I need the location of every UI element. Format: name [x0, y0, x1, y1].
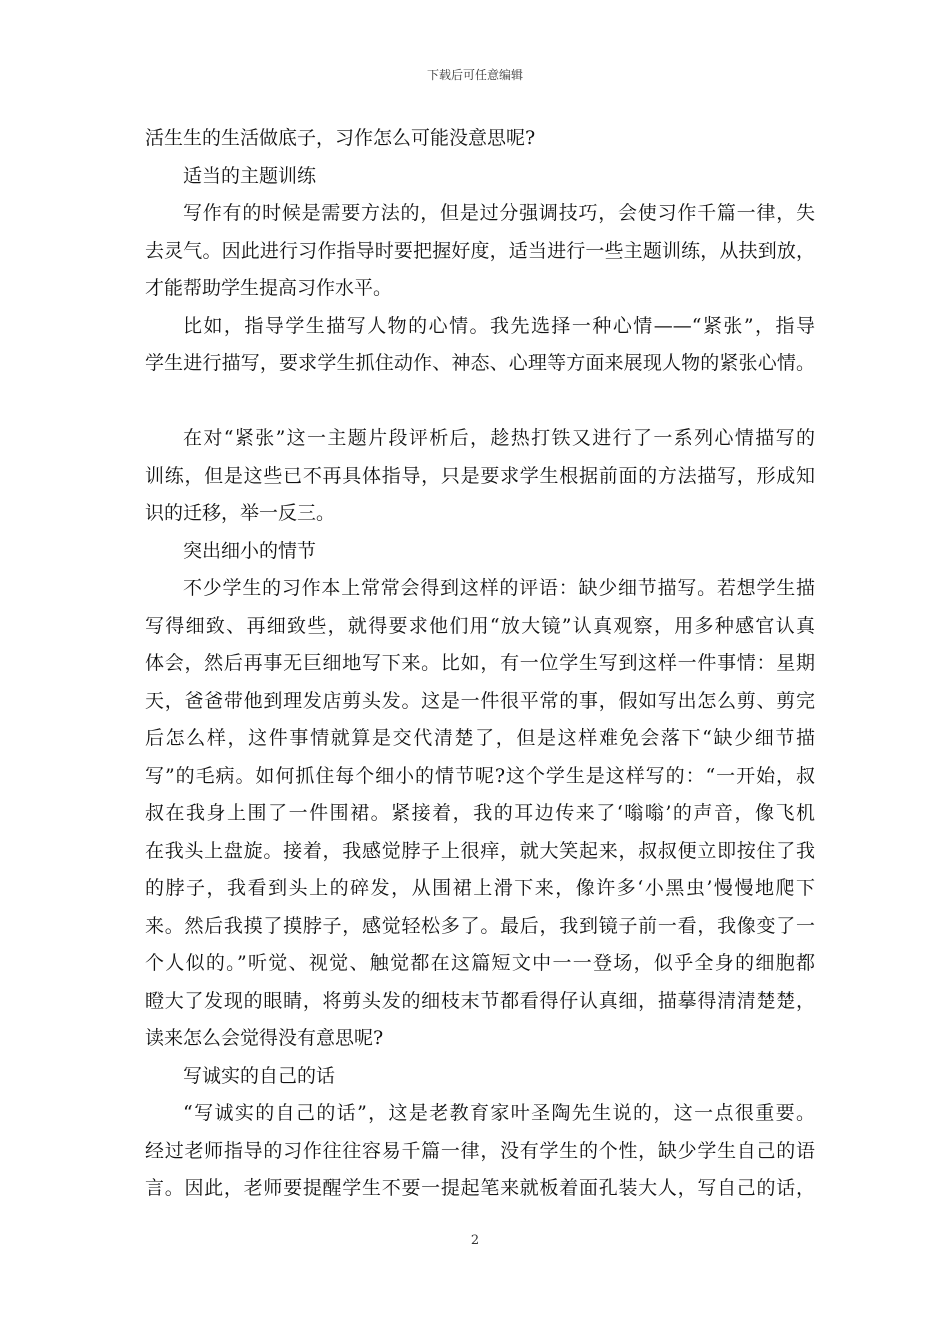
text-line: 叔在我身上围了一件围裙。紧接着，我的耳边传来了‘嗡嗡’的声音，像飞机	[145, 802, 815, 824]
text-line: 的脖子，我看到头上的碎发，从围裙上滑下来，像许多‘小黑虫’慢慢地爬下	[145, 877, 815, 899]
text-line: 言。因此，老师要提醒学生不要一提起笔来就板着面孔装大人，写自己的话，	[145, 1177, 815, 1199]
page-number: 2	[470, 1233, 480, 1248]
text-line: 个人似的。”听觉、视觉、触觉都在这篇短文中一一登场，似乎全身的细胞都	[145, 952, 815, 974]
section-heading: 写诚实的自己的话	[183, 1064, 336, 1087]
document-body	[145, 120, 815, 1208]
section-heading: 突出细小的情节	[183, 539, 317, 562]
text-line: 在我头上盘旋。接着，我感觉脖子上很痒，就大笑起来，叔叔便立即按住了我	[145, 839, 815, 862]
text-line: 经过老师指导的习作往往容易千篇一律，没有学生的个性，缺少学生自己的语	[145, 1139, 815, 1162]
text-line: 写”的毛病。如何抓住每个细小的情节呢?这个学生是这样写的：“一开始，叔	[145, 764, 815, 787]
text-line: 写作有的时候是需要方法的，但是过分强调技巧，会使习作千篇一律，失	[183, 202, 815, 224]
text-line: 学生进行描写，要求学生抓住动作、神态、心理等方面来展现人物的紧张心情。	[145, 352, 815, 374]
text-line: 体会，然后再事无巨细地写下来。比如，有一位学生写到这样一件事情：星期	[145, 652, 815, 674]
text-line: 活生生的生活做底子，习作怎么可能没意思呢?	[145, 127, 536, 149]
text-line: “写诚实的自己的话”，这是老教育家叶圣陶先生说的，这一点很重要。	[183, 1102, 815, 1124]
text-line: 训练，但是这些已不再具体指导，只是要求学生根据前面的方法描写，形成知	[145, 464, 815, 487]
text-line: 瞪大了发现的眼睛，将剪头发的细枝末节都看得仔认真细，描摹得清清楚楚，	[145, 989, 815, 1012]
text-line: 天，爸爸带他到理发店剪头发。这是一件很平常的事，假如写出怎么剪、剪完	[145, 689, 815, 712]
blank-line	[145, 383, 815, 421]
text-line: 去灵气。因此进行习作指导时要把握好度，适当进行一些主题训练，从扶到放，	[145, 239, 815, 262]
section-heading: 适当的主题训练	[183, 164, 317, 187]
text-line: 在对“紧张”这一主题片段评析后，趁热打铁又进行了一系列心情描写的	[183, 427, 815, 449]
text-line: 读来怎么会觉得没有意思呢?	[145, 1027, 384, 1049]
text-line: 后怎么样，这件事情就算是交代清楚了，但是这样难免会落下“缺少细节描	[145, 727, 815, 749]
text-line: 写得细致、再细致些，就得要求他们用“放大镜”认真观察，用多种感官认真	[145, 614, 815, 637]
text-line: 识的迁移，举一反三。	[145, 502, 336, 524]
text-line: 比如，指导学生描写人物的心情。我先选择一种心情——“紧张”，指导	[183, 314, 815, 337]
text-line: 才能帮助学生提高习作水平。	[145, 277, 393, 299]
page-header: 下载后可任意编辑	[426, 68, 523, 82]
text-line: 来。然后我摸了摸脖子，感觉轻松多了。最后，我到镜子前一看，我像变了一	[145, 914, 815, 937]
text-line: 不少学生的习作本上常常会得到这样的评语：缺少细节描写。若想学生描	[183, 577, 815, 599]
